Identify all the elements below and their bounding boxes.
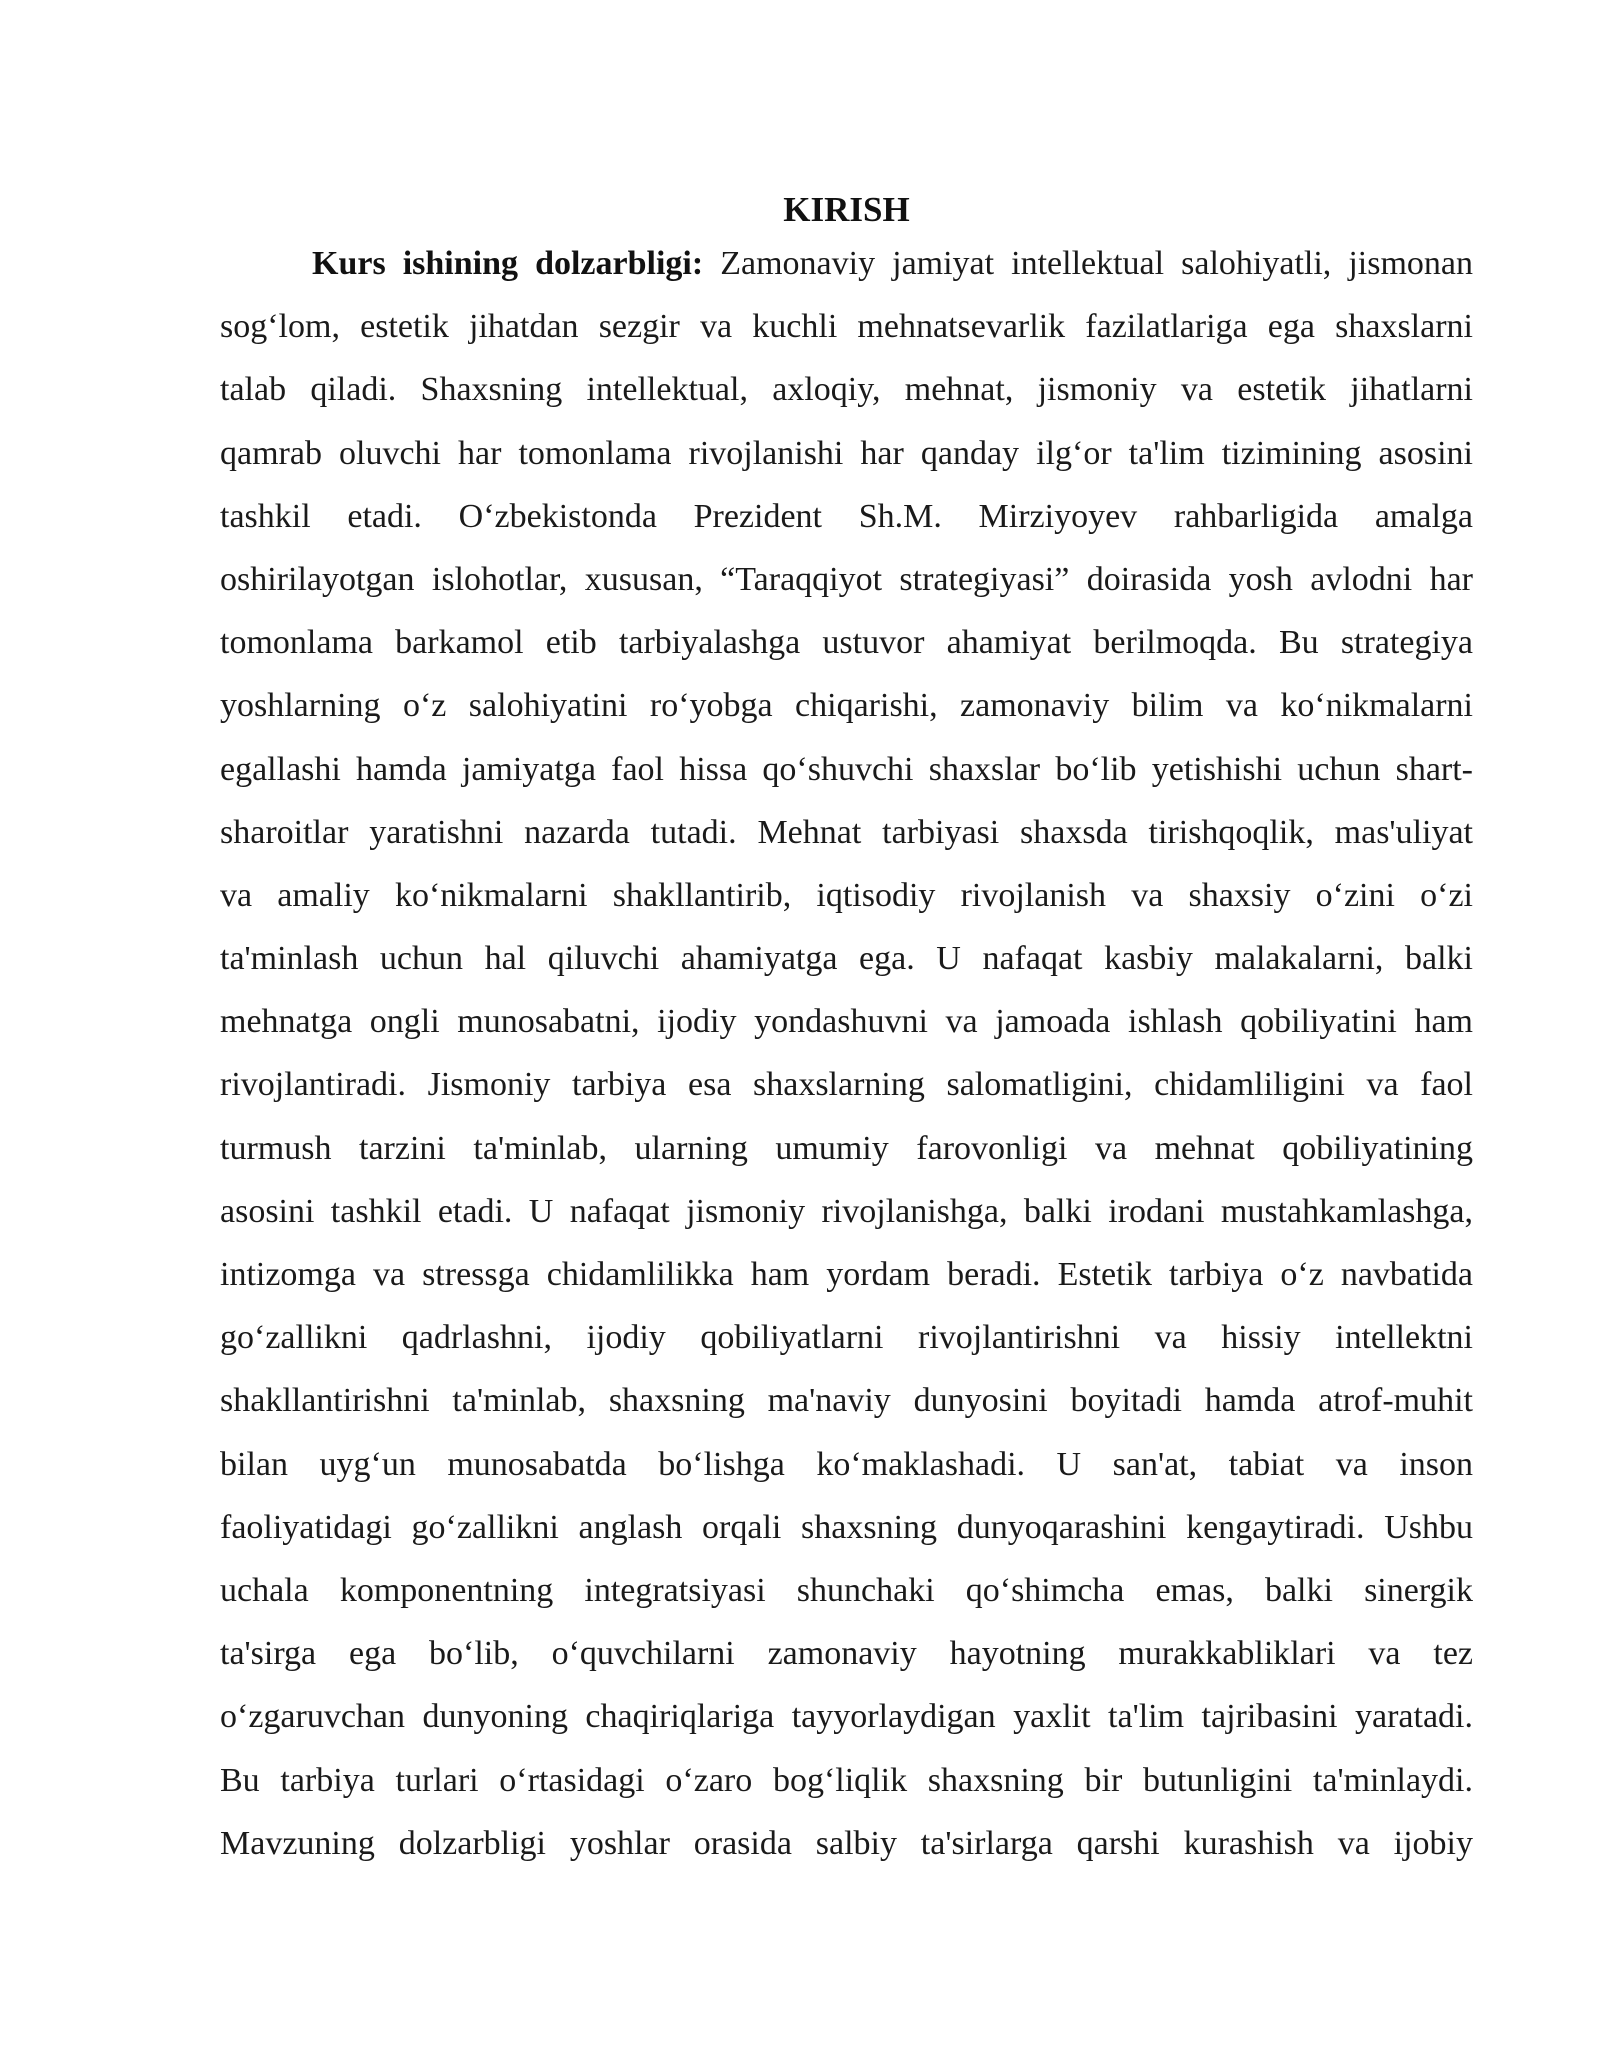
line-text: Zamonaviy jamiyat intellektual salohiyatli, jismonan — [720, 245, 1473, 282]
paragraph-line: sog‘lom, estetik jihatdan sezgir va kuchli mehnatsevarlik fazilatlariga ega shaxslarni — [220, 308, 1473, 346]
body-paragraph — [220, 232, 1473, 1875]
paragraph-line: o‘zgaruvchan dunyoning chaqiriqlariga tayyorlaydigan yaxlit ta'lim tajribasini yaratadi. — [220, 1698, 1473, 1736]
paragraph-line: intizomga va stressga chidamlilikka ham yordam beradi. Estetik tarbiya o‘z navbatida — [220, 1256, 1473, 1293]
page-title: KIRISH — [783, 190, 910, 229]
paragraph-line: mehnatga ongli munosabatni, ijodiy yondashuvni va jamoada ishlash qobiliyatini ham — [220, 1003, 1473, 1041]
paragraph-line — [220, 232, 1473, 295]
paragraph-line: tashkil etadi. O‘zbekistonda Prezident Sh.M. Mirziyoyev rahbarligida amalga — [220, 497, 1473, 535]
paragraph-line: yoshlarning o‘z salohiyatini ro‘yobga chiqarishi, zamonaviy bilim va ko‘nikmalarni — [220, 687, 1473, 725]
paragraph-line: tomonlama barkamol etib tarbiyalashga ustuvor ahamiyat berilmoqda. Bu strategiya — [220, 624, 1473, 662]
paragraph-line: turmush tarzini ta'minlab, ularning umumiy farovonligi va mehnat qobiliyatining — [220, 1129, 1473, 1167]
paragraph-line: asosini tashkil etadi. U nafaqat jismoniy rivojlanishga, balki irodani mustahkamlashga, — [220, 1192, 1473, 1230]
paragraph-line: va amaliy ko‘nikmalarni shakllantirib, iqtisodiy rivojlanish va shaxsiy o‘zini o‘zi — [220, 876, 1473, 914]
paragraph-line: uchala komponentning integratsiyasi shunchaki qo‘shimcha emas, balki sinergik — [220, 1571, 1473, 1609]
paragraph-line: sharoitlar yaratishni nazarda tutadi. Mehnat tarbiyasi shaxsda tirishqoqlik, mas'uliyat — [220, 813, 1473, 851]
paragraph-line: faoliyatidagi go‘zallikni anglash orqali shaxsning dunyoqarashini kengaytiradi. Ushbu — [220, 1508, 1473, 1546]
paragraph-line: rivojlantiradi. Jismoniy tarbiya esa shaxslarning salomatligini, chidamliligini va faol — [220, 1066, 1473, 1104]
paragraph-line: go‘zallikni qadrlashni, ijodiy qobiliyatlarni rivojlantirishni va hissiy intellektni — [220, 1319, 1473, 1357]
paragraph-line: ta'sirga ega bo‘lib, o‘quvchilarni zamonaviy hayotning murakkabliklari va tez — [220, 1635, 1473, 1673]
paragraph-line: qamrab oluvchi har tomonlama rivojlanishi har qanday ilg‘or ta'lim tizimining asosini — [220, 434, 1473, 472]
paragraph-line: Bu tarbiya turlari o‘rtasidagi o‘zaro bog‘liqlik shaxsning bir butunligini ta'minlaydi. — [220, 1761, 1473, 1799]
paragraph-line: shakllantirishni ta'minlab, shaxsning ma'naviy dunyosini boyitadi hamda atrof-muhit — [220, 1382, 1473, 1420]
paragraph-line: talab qiladi. Shaxsning intellektual, axloqiy, mehnat, jismoniy va estetik jihatlarni — [220, 371, 1473, 409]
paragraph-line: bilan uyg‘un munosabatda bo‘lishga ko‘maklashadi. U san'at, tabiat va inson — [220, 1445, 1473, 1483]
paragraph-line: egallashi hamda jamiyatga faol hissa qo‘shuvchi shaxslar bo‘lib yetishishi uchun shart- — [220, 750, 1473, 788]
lead-label: Kurs ishining dolzarbligi: — [312, 245, 704, 282]
paragraph-line: ta'minlash uchun hal qiluvchi ahamiyatga ega. U nafaqat kasbiy malakalarni, balki — [220, 940, 1473, 978]
paragraph-line: oshirilayotgan islohotlar, xususan, “Taraqqiyot strategiyasi” doirasida yosh avlodni har — [220, 560, 1473, 598]
paragraph-line: Mavzuning dolzarbligi yoshlar orasida salbiy ta'sirlarga qarshi kurashish va ijobiy — [220, 1824, 1473, 1862]
